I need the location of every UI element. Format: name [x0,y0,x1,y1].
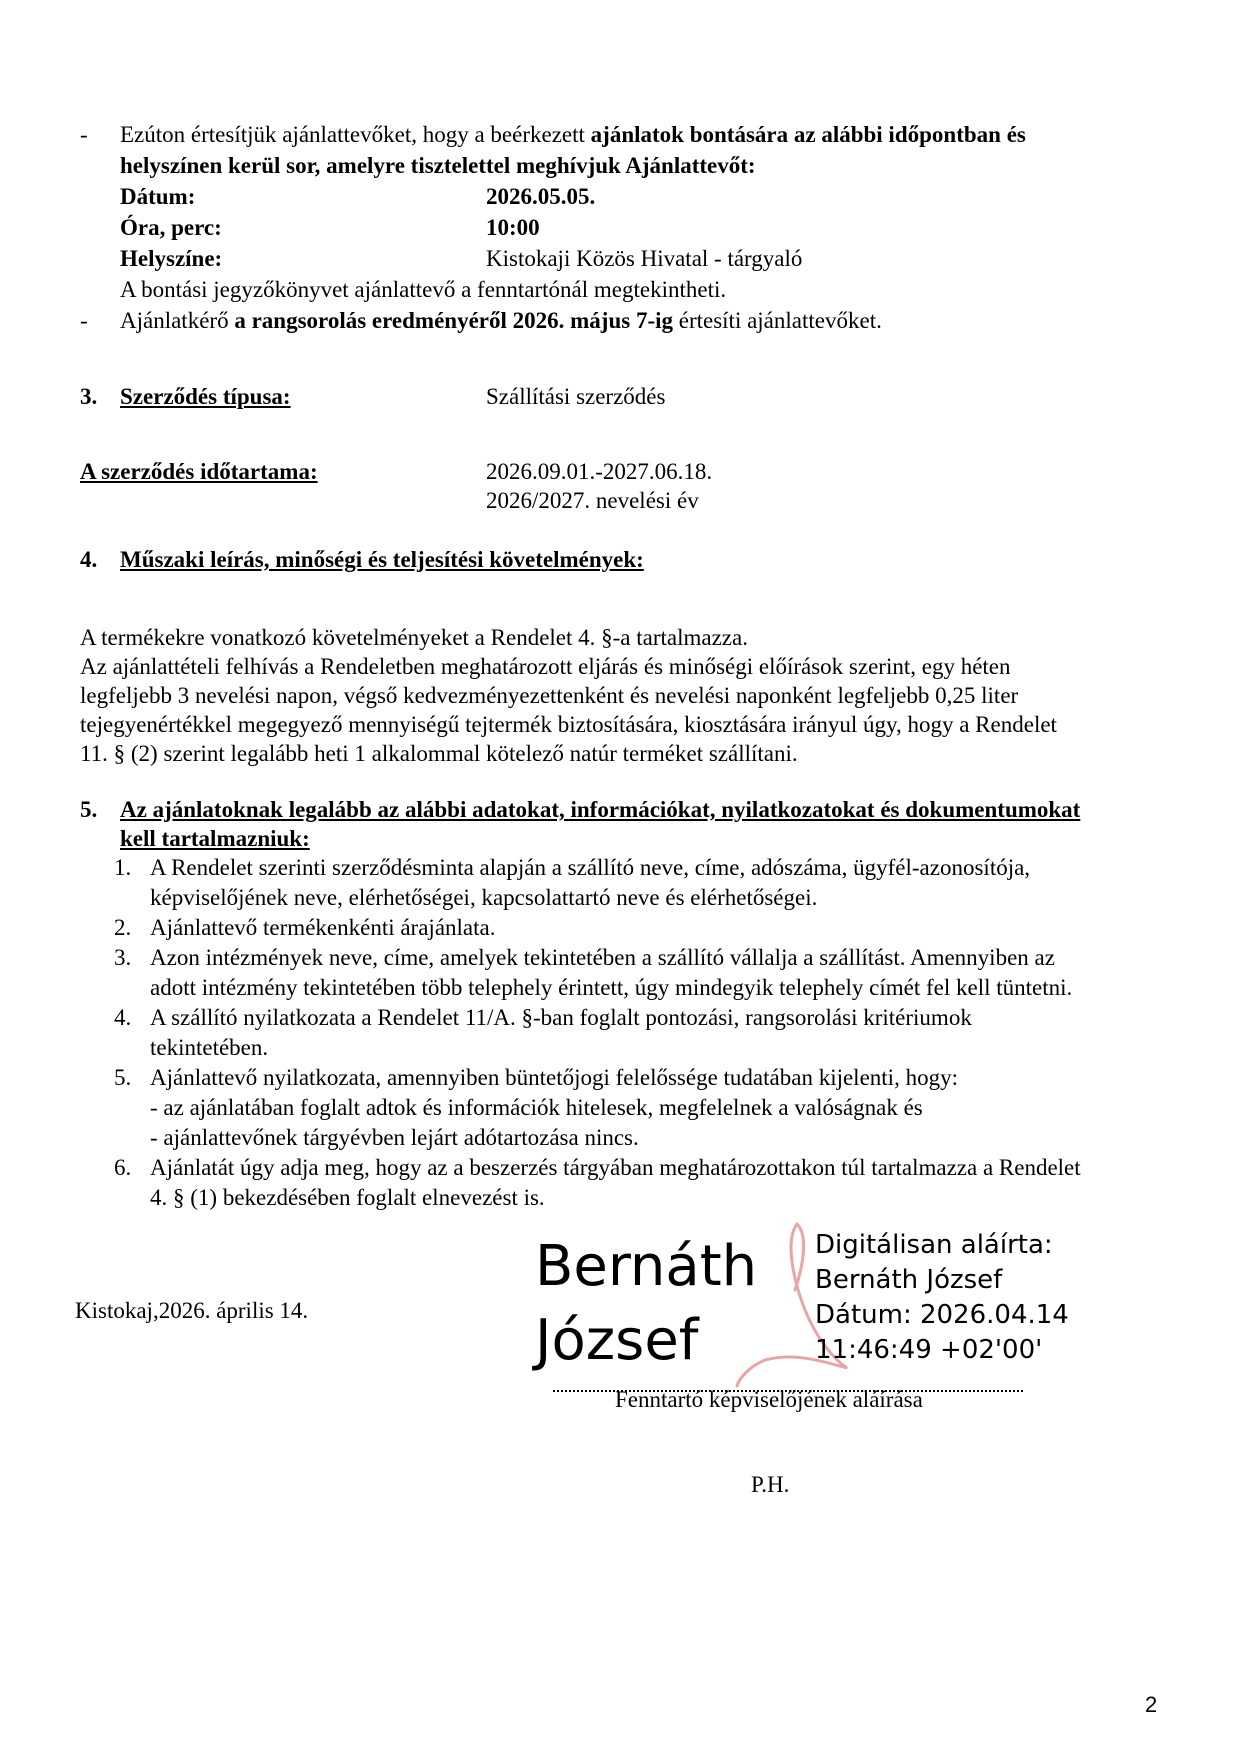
section5-number: 5. [80,797,98,822]
ranking-bold: a rangsorolás eredményéről 2026. május 7-ig [234,308,673,333]
signature-info-line: Dátum: 2026.04.14 [815,1300,1069,1330]
list-item-number: 1. [114,855,132,880]
invitation-paragraph [120,120,1026,150]
section4-number: 4. [80,547,98,572]
section4-line: legfeljebb 3 nevelési napon, végső kedvezményezettenként és nevelési naponként legfeljebb 0,25 liter [80,683,1019,708]
invitation-bold-line1: ajánlatok bontására az alábbi időpontban és [590,122,1026,147]
signer-name-line1: Bernáth [535,1234,758,1299]
signature-info-line: Bernáth József [815,1265,1003,1295]
opening-place-label: Helyszíne: [120,246,223,271]
list-item-line: tekintetében. [150,1035,269,1060]
opening-place-value: Kistokaji Közös Hivatal - tárgyaló [486,246,803,271]
list-item-line: Ajánlattevő termékenkénti árajánlata. [150,915,496,940]
list-item-number: 5. [114,1065,132,1090]
contract-duration-line2: 2026/2027. nevelési év [486,488,699,513]
list-item-line: - az ajánlatában foglalt adtok és információk hitelesek, megfelelnek a valóságnak és [150,1095,923,1120]
section4-title: Műszaki leírás, minőségi és teljesítési követelmények: [120,547,644,572]
signature-info-line: Digitálisan aláírta: [815,1230,1053,1260]
page-number: 2 [1145,1692,1158,1717]
section3-number: 3. [80,384,98,409]
signature-caption: Fenntartó képviselőjének aláírása [615,1387,923,1412]
signature-info-line: 11:46:49 +02'00' [815,1335,1043,1365]
list-item-line: A szállító nyilatkozata a Rendelet 11/A. §-ban foglalt pontozási, rangsorolási kritériumok [150,1005,972,1030]
invitation-intro: Ezúton értesítjük ajánlattevőket, hogy a beérkezett [120,122,591,147]
stamp-placeholder: P.H. [751,1472,790,1497]
list-item-line: 4. § (1) bekezdésében foglalt elnevezést is. [150,1185,545,1210]
section4-line: Az ajánlattételi felhívás a Rendeletben meghatározott eljárás és minőségi előírások szerint, egy héten [80,654,1011,679]
ranking-notice [120,306,882,336]
list-item-line: Ajánlattevő nyilatkozata, amennyiben büntetőjogi felelőssége tudatában kijelenti, hogy: [150,1065,958,1090]
contract-type-value: Szállítási szerződés [486,384,666,409]
opening-time-label: Óra, perc: [120,215,222,240]
list-item-line: Azon intézmények neve, címe, amelyek tekintetében a szállító vállalja a szállítást. Amennyiben az [150,945,1055,970]
signer-name-line2: József [535,1308,699,1373]
section4-line: tejegyenértékkel megegyező mennyiségű tejtermék biztosítására, kiosztására irányul úgy, hogy a Rendelet [80,712,1057,737]
place-and-date: Kistokaj,2026. április 14. [75,1298,309,1323]
section3-title: Szerződés típusa: [120,384,291,409]
section4-line: A termékekre vonatkozó követelményeket a Rendelet 4. §-a tartalmazza. [80,625,748,650]
invitation-bold-line2: helyszínen kerül sor, amelyre tisztelettel meghívjuk Ajánlattevőt: [120,153,756,178]
contract-duration-line1: 2026.09.01.-2027.06.18. [486,459,713,484]
bullet-dash: - [80,122,88,147]
list-item-number: 2. [114,915,132,940]
opening-time-value: 10:00 [486,215,540,240]
section5-title-line1: Az ajánlatoknak legalább az alábbi adatokat, információkat, nyilatkozatokat és dokumentumokat [120,797,1081,822]
list-item-line: képviselőjének neve, elérhetőségei, kapcsolattartó neve és elérhetőségei. [150,885,818,910]
section5-title-line2: kell tartalmazniuk: [120,826,310,851]
opening-date-value: 2026.05.05. [486,184,596,209]
list-item-line: - ajánlattevőnek tárgyévben lejárt adótartozása nincs. [150,1125,639,1150]
opening-date-label: Dátum: [120,184,196,209]
contract-duration-title: A szerződés időtartama: [80,459,318,484]
list-item-line: adott intézmény tekintetében több telephely érintett, úgy mindegyik telephely címét fel kell tüntetni. [150,975,1073,1000]
bullet-dash: - [80,308,88,333]
list-item-number: 3. [114,945,132,970]
list-item-number: 6. [114,1155,132,1180]
ranking-post: értesíti ajánlattevőket. [673,308,882,333]
ranking-pre: Ajánlatkérő [120,308,235,333]
list-item-number: 4. [114,1005,132,1030]
minutes-note: A bontási jegyzőkönyvet ajánlattevő a fenntartónál megtekintheti. [120,277,727,302]
list-item-line: A Rendelet szerinti szerződésminta alapján a szállító neve, címe, adószáma, ügyfél-azonosítója, [150,855,1031,880]
section4-line: 11. § (2) szerint legalább heti 1 alkalommal kötelező natúr terméket szállítani. [80,741,798,766]
list-item-line: Ajánlatát úgy adja meg, hogy az a beszerzés tárgyában meghatározottakon túl tartalmazza a Rendelet [150,1155,1081,1180]
